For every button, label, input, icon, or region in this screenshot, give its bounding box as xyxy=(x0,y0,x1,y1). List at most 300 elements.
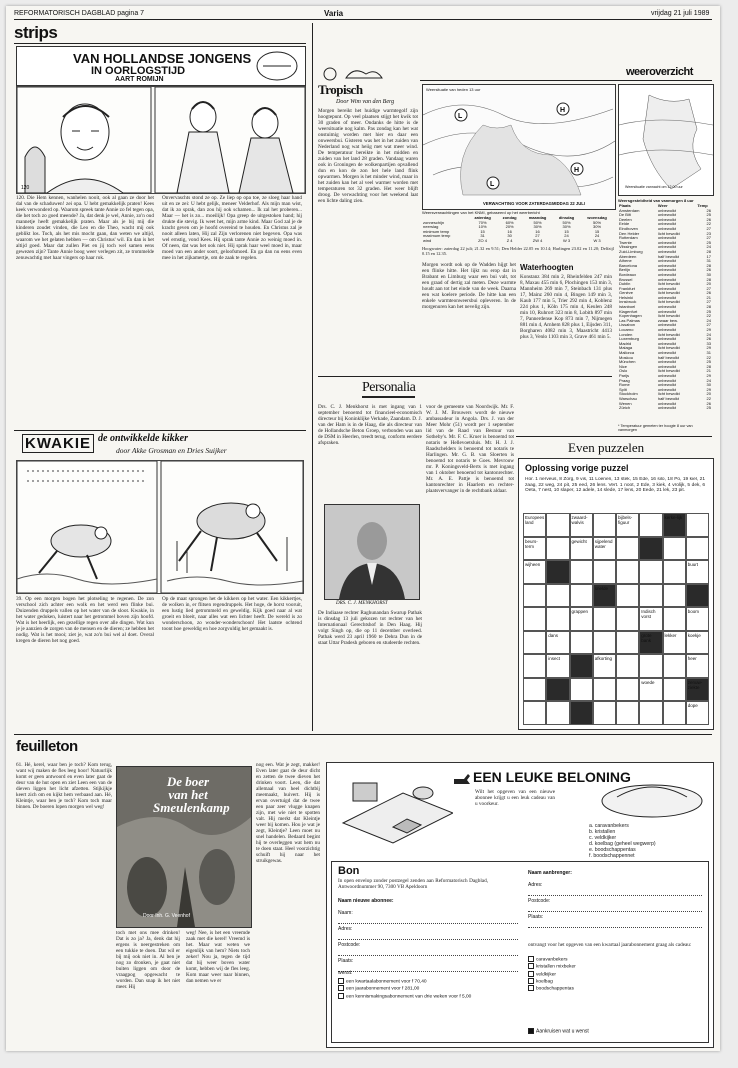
city-cell: 24 xyxy=(706,244,711,250)
city-cell: Eindhoven xyxy=(619,225,638,231)
sun-cloud-icon xyxy=(316,64,412,84)
weather-map xyxy=(422,84,616,210)
tropisch-body: Morgen bereikt het huidige warmtegolf zijn hoogtepunt. Op veel plaatsen stijgt het kwik tot 30 graden of meer. Ondanks de hitte is de weersituatie nog kalm. Pas zondag kan het wat onstuimig worden met hier en daar een onweersbui. Gisteren was het in het zuiden van Nederland nog wat heiig met wat meer wind. De temperatuur bereikte in het midden en zuiden van het land 28 graden. Vandaag waren ook in Groningen de wolkenpartijen opvallend dun en kon de zon het hele land flink opwarmen. Morgen is het minder wind, maar in het zuiden kan het al veel warmer worden met temperaturen tot 32 graden. Het weer blijft droog. De verwachting voor het weekend laat een lichte daling zien. xyxy=(318,108,418,204)
puzzle-cell xyxy=(663,701,686,725)
city-cell: Split xyxy=(619,386,627,392)
city-cell: onbewolkt xyxy=(657,258,676,264)
puzzle-cell: Indisch vorst xyxy=(639,607,662,631)
feuilleton-col2: toch met ons mee drinken! Dat is zo ja? Ja, denk dat hij ergens is neergestreken om een tukkie te doen. Dat wil er bij mij ook niet in. Al ben je nog zo dronken, je gaat niet buiten liggen om door de vraagpog opgewacht te worden. Dan snap ik het niet meer. Hij xyxy=(116,930,180,990)
bon-fields-left xyxy=(338,910,518,974)
bon-gifts xyxy=(528,956,702,992)
puzzle-cell xyxy=(570,678,593,702)
cartoon-title-box xyxy=(16,46,306,86)
checkbox-option[interactable] xyxy=(528,985,702,992)
city-cell: Innsbruck xyxy=(619,299,637,305)
kwakie-drawing xyxy=(17,461,303,593)
book-title-line2: van het xyxy=(168,787,208,802)
city-cell: licht bewolkt xyxy=(657,391,680,397)
checkbox-option[interactable] xyxy=(528,971,702,978)
city-cell: 26 xyxy=(706,216,711,222)
city-table-header: Weer xyxy=(657,203,668,208)
referrer-label: Naam aanbrenger: xyxy=(528,870,572,876)
city-table-header: Temp xyxy=(697,203,708,208)
book-title-line1: De boer xyxy=(166,774,210,789)
weather-map-drawing xyxy=(423,85,615,209)
city-cell: 25 xyxy=(706,359,711,365)
city-cell: 26 xyxy=(706,267,711,273)
city-row xyxy=(618,406,712,411)
puzzle-cell xyxy=(663,678,686,702)
city-cell: Oslo xyxy=(619,368,628,374)
city-cell: Madrid xyxy=(619,340,632,346)
city-cell: 29 xyxy=(706,386,711,392)
checkbox-label: caravanbekers xyxy=(536,957,568,963)
city-cell: Istanboel xyxy=(619,304,636,310)
personalia-rule xyxy=(318,376,612,377)
puzzle-cell xyxy=(663,560,686,584)
city-cell: onbewolkt xyxy=(657,304,676,310)
forecast-cell: 15 xyxy=(564,228,569,234)
forecast-cell: ZO 4 xyxy=(478,237,487,243)
city-cell: 27 xyxy=(706,225,711,231)
city-cell: licht bewolkt xyxy=(657,299,680,305)
city-cell: onbewolkt xyxy=(657,212,676,218)
weather-map-title: Weersituatie van heden 13 uur xyxy=(426,87,481,92)
feuilleton-col3: weg! Nee, is het een vreemde zaak met die kerel! Vreemd is het. Maar wat weten we eigenlijk van hem? Niets toch zeker! Nou ja, tegen de tijd dat hij weer boven water komt, hebben wij de fles leeg. Kom maar weer naar binnen, dan nemen we er xyxy=(186,930,250,984)
puzzle-cell xyxy=(570,631,593,655)
strips-section-title: strips xyxy=(14,23,58,42)
tropisch-byline: Door Wim van den Berg xyxy=(336,99,395,105)
city-cell: onbewolkt xyxy=(657,405,676,411)
cartoon-title-line1: VAN HOLLANDSE JONGENS xyxy=(73,51,252,66)
checkbox-label: kristallen mixbeker xyxy=(536,964,576,970)
city-cell: Frankfurt xyxy=(619,285,636,291)
city-cell: Berlijn xyxy=(619,267,631,273)
city-cell: onbewolkt xyxy=(657,276,676,282)
puzzle-cell xyxy=(523,631,546,655)
puzzel-title: Even puzzelen xyxy=(568,440,645,455)
personalia-title: Personalia xyxy=(362,380,415,398)
puzzle-cell: heer xyxy=(686,654,709,678)
gift-items-illustration xyxy=(333,773,453,849)
puzzle-cell xyxy=(593,560,616,584)
cartoon-text-left: 120. Die Hem kennen, wanhelen nooit, ook al gaan ze door het dal van de schaduwen! zei opa. U hebt gemakkelijk praten! Kees keek verwonderd op. Waarom spreek tante Annie zo fel tegen opa, die het toch zo goed meende? Ja, dat denk je wel, Annie, zo'n oud mannetje heeft gemakkelijk praten. Maar als je bij mij die kinderen zoudet vinden, die Leo en die Theo, wacht mij ook geblikt los. Toch, als het mis mocht gaan, dan weten we altijd, waarom we het gelaten hebben — om Christus' wil. En dan is het altijd goed. Maar dat zullen Piet en jij toch wel samen eens gewezen zijn? Tante Annie boog weer verlegen zit, ze trommelde zenuwachtig met haar vingers op haar rok. xyxy=(16,195,154,261)
puzzle-cell xyxy=(546,678,569,702)
cartoon-drawing xyxy=(17,87,305,193)
menkhorst-photo xyxy=(324,504,420,600)
city-cell: Warschau xyxy=(619,395,637,401)
puzzle-cell xyxy=(639,654,662,678)
city-cell: onbewolkt xyxy=(657,248,676,254)
puzzle-cell xyxy=(593,678,616,702)
forecast-cell: 15 xyxy=(594,228,600,234)
personalia-col1b: De Indiaase rechter Raghunandan Swarup Pathak is dinsdag 13 juli gekozen tot rechter van het Internationaal Gerechtshof in Den Haag. Hij volgt Singh op, die op 11 december overleed. Pathak werd 23 april 1960 te Dehra Dun in de staat Uttar Pradesh geboren en studeerde rechten. xyxy=(318,610,422,646)
city-cell: 27 xyxy=(706,235,711,241)
beloning-box xyxy=(326,762,714,1048)
city-cell: 25 xyxy=(706,308,711,314)
city-cell: 20 xyxy=(706,391,711,397)
city-cell: 20 xyxy=(706,281,711,287)
city-cell: Dublin xyxy=(619,281,631,287)
city-cell: Malaga xyxy=(619,345,633,351)
city-cell: 28 xyxy=(706,363,711,369)
puzzle-cell xyxy=(616,560,639,584)
city-cell: onbewolkt xyxy=(657,216,676,222)
city-cell: Luxemburg xyxy=(619,336,640,342)
cartoon-stamp-icon xyxy=(255,50,299,82)
forecast-cell: 24 xyxy=(594,233,600,239)
puzzle-cell xyxy=(570,701,593,725)
checkbox-legend-icon xyxy=(528,1028,534,1034)
forecast-cell: zonneschijn xyxy=(423,219,445,225)
puzzle-cell xyxy=(686,584,709,608)
forecast-cell: ZW 4 xyxy=(532,237,543,243)
city-cell: Twente xyxy=(619,239,632,245)
city-cell: Athene xyxy=(619,258,632,264)
forecast-cell: 60% xyxy=(505,219,514,225)
bon-coupon xyxy=(331,861,709,1043)
form-field[interactable]: Adres: xyxy=(338,926,518,940)
city-cell: 29 xyxy=(706,327,711,333)
gift-list xyxy=(589,823,709,863)
checkbox-icon[interactable] xyxy=(338,978,344,984)
weer-rule xyxy=(420,80,712,81)
puzzle-cell xyxy=(686,513,709,537)
forecast-cell: 16 xyxy=(535,228,540,234)
forecast-cell: 70% xyxy=(478,219,487,225)
small-map-drawing xyxy=(619,85,713,195)
form-field[interactable]: Postcode: xyxy=(338,942,518,956)
city-cell: onbewolkt xyxy=(657,267,676,273)
city-cell: licht bewolkt xyxy=(657,345,680,351)
puzzle-cell xyxy=(639,560,662,584)
cartoon-panel-row xyxy=(16,86,306,194)
puzzle-cell: dans xyxy=(546,631,569,655)
checkbox-icon[interactable] xyxy=(528,971,534,977)
book-title xyxy=(153,774,230,815)
city-cell: onbewolkt xyxy=(657,308,676,314)
puzzle-cell xyxy=(593,701,616,725)
checkbox-icon[interactable] xyxy=(528,956,534,962)
waterhoogten-title: Waterhoogten xyxy=(520,263,574,272)
city-cell: onbewolkt xyxy=(657,262,676,268)
city-cell: licht bewolkt xyxy=(657,281,680,287)
newspaper-page xyxy=(6,6,720,1051)
checkbox-icon[interactable] xyxy=(528,985,534,991)
checkbox-option[interactable] xyxy=(338,978,518,985)
forecast-cell: 24 xyxy=(564,233,569,239)
puzzle-cell xyxy=(663,584,686,608)
puzzle-cell xyxy=(593,513,616,537)
city-cell: 24 xyxy=(706,317,711,323)
forecast-table xyxy=(422,216,614,244)
city-cell: Parijs xyxy=(619,372,630,378)
puzzle-cell: gewicht xyxy=(570,537,593,561)
puzzle-cell: woede xyxy=(639,678,662,702)
forecast-cell: 30 xyxy=(507,233,512,239)
city-cell: onbewolkt xyxy=(657,400,676,406)
svg-text:H: H xyxy=(574,167,580,174)
gift-item: d. koelbag (geheel wegwerp) xyxy=(589,841,656,847)
puzzle-cell: bijbels-figuur xyxy=(616,513,639,537)
puzzle-cell xyxy=(593,607,616,631)
city-cell: Deelen xyxy=(619,216,632,222)
city-cell: onbewolkt xyxy=(657,327,676,333)
city-cell: onbewolkt xyxy=(657,363,676,369)
puzzle-cell xyxy=(546,537,569,561)
city-cell: onbewolkt xyxy=(657,235,676,241)
form-field[interactable]: Postcode: xyxy=(528,898,702,912)
city-cell: 27 xyxy=(706,285,711,291)
waterhoogten-text: Konstanz 384 min 2, Rheinfelden 247 min 8, Maxau 455 min 6, Plochingen 153 min 3, Mannheim 269 min 7, Steinbach 131 plus 17, Mainz 260 min 4, Bingen 149 min 3, Kaub 177 min 5, Trier 292 min 4, Koblenz 224 plus 1, Köln 175 min 4, Keulen 248 min 10, Ruhrort 323 min 8, Lobith 897 min 7, Pannerdense Kop 873 min 7, Nijmegen 881 min 4, Arnhem 828 plus 1, Eijsden 311, Borgharen 4082 min 3, Maastricht 4413 plus 3, Venlo 1103 min 3, Grave 461 min 5. xyxy=(520,274,612,340)
city-cell: onbewolkt xyxy=(657,382,676,388)
forecast-cell: 16 xyxy=(507,228,512,234)
checkbox-option[interactable] xyxy=(528,963,702,970)
puzzle-cell: zwaard-walvis xyxy=(570,513,593,537)
strips-rule xyxy=(14,43,306,44)
puzzel-rule xyxy=(516,436,712,437)
puzzle-cell: Europees land xyxy=(523,513,546,537)
city-cell: licht bewolkt xyxy=(657,368,680,374)
puzzle-cell xyxy=(570,654,593,678)
bon-fields-right xyxy=(528,882,702,930)
gift-item: c. veldkijker xyxy=(589,835,617,841)
puzzle-cell xyxy=(616,607,639,631)
city-cell: 25 xyxy=(706,239,711,245)
beloning-title: EEN LEUKE BELONING xyxy=(473,769,631,785)
city-cell: 30 xyxy=(706,382,711,388)
forecast-cell: 50% xyxy=(593,219,602,225)
puzzle-cell: sijpelend water xyxy=(593,537,616,561)
city-cell: Mallorca xyxy=(619,350,635,355)
city-cell: 31 xyxy=(706,350,711,355)
forecast-cell: 10% xyxy=(478,224,487,230)
puzzle-cell: buurt xyxy=(686,560,709,584)
city-cell: Kopenhagen xyxy=(619,313,642,319)
kwakie-subtitle: de ontwikkelde kikker xyxy=(98,433,188,444)
checkbox-option[interactable] xyxy=(528,956,702,963)
city-cell: licht bewolkt xyxy=(657,290,680,296)
city-cell: Amsterdam xyxy=(619,207,640,213)
puzzle-cell: insect xyxy=(546,654,569,678)
puzzle-cell xyxy=(570,560,593,584)
forecast-cell: Z 4 xyxy=(506,237,513,243)
city-cell: licht bewolkt xyxy=(657,331,680,337)
checkbox-icon[interactable] xyxy=(528,963,534,969)
forecast-cell: 20% xyxy=(505,224,514,230)
puzzle-cell xyxy=(639,584,662,608)
city-cell: 28 xyxy=(706,304,711,310)
city-cell: half bewolkt xyxy=(657,253,680,259)
puzzle-grid xyxy=(523,513,709,725)
city-table-title: Weersgesteldheid van vanmorgen 8 uur xyxy=(618,198,694,203)
city-cell: onbewolkt xyxy=(657,340,676,346)
city-cell: 17 xyxy=(706,253,711,259)
puzzle-cell: dope xyxy=(686,701,709,725)
tropisch-title: Tropisch xyxy=(318,82,363,97)
weer-title: weeroverzicht xyxy=(626,66,693,78)
city-cell: onbewolkt xyxy=(657,359,676,365)
city-cell: Stockholm xyxy=(619,391,638,397)
form-field[interactable]: Plaats: xyxy=(338,958,518,972)
forecast-cell: wind xyxy=(423,237,432,243)
bon-title: Bon xyxy=(338,865,360,877)
checkbox-label: een kennismakingsabonnement van drie weken voor f 5,00 xyxy=(346,993,472,999)
puzzle-cell: grappen xyxy=(570,607,593,631)
header-rule xyxy=(14,19,712,20)
kwakie-rule xyxy=(14,430,306,431)
forecast-cell: 31 xyxy=(480,233,485,239)
city-cell: 22 xyxy=(706,354,711,360)
forecast-cell: neerslag xyxy=(423,224,439,230)
city-cell: Zuid-Limburg xyxy=(619,248,643,254)
city-cell: onbewolkt xyxy=(657,372,676,378)
puzzle-cell xyxy=(663,654,686,678)
checkbox-icon[interactable] xyxy=(338,985,344,991)
puzzle-cell xyxy=(616,631,639,655)
forecast-row xyxy=(422,239,614,244)
city-cell: 28 xyxy=(706,262,711,268)
city-cell: Nice xyxy=(619,363,628,369)
forecast-cell: maximum temp xyxy=(423,233,451,239)
form-field[interactable]: Naam: xyxy=(338,910,518,924)
kwakie-text-left: 39. Op een morgen bogen het plotseling te regenen. De zon verschool zich achter een wolk en het werd een flinke bui. Duizenden druppels vallen op het water van de sloot. Kwakie, in het water gedoken, luistert naar het getrommel boven zijn hoofd. Wat is het heerlijk, een gezellige regen over alle dingen. Wat kun je je aanzien de zorgen van de mensen en de dieren; ze hebben het nodig. Wat is het mooi; ziet je, wat zo'n bui wel al doet. Overal kregen de dieren het nog goed. xyxy=(16,596,154,644)
kwakie-credit: door Akke Grosman en Dries Suijker xyxy=(116,446,227,455)
city-cell: 23 xyxy=(706,230,711,236)
city-cell: 33 xyxy=(706,340,711,346)
forecast-cell: 30% xyxy=(562,224,571,230)
kwakie-text-right: Op de maat sprongen het de kikkers op het water. Een kikkertjes, de wolken in, er flitsen regendruppels. Het hoge, de horst vooruit, een lustig lied getrommeld en geweldig. Kijk goed naar al wat groeit en bloeit, naar alles wat een lichter heeft. De wereld is zo wonderschoon, zo wonder-wonderschoon! Het laatste ochtend toont hoe geweldig en hoe zorgvuldig het gemaakt is. xyxy=(162,596,302,632)
forecast-cell: 30% xyxy=(533,224,542,230)
puzzle-cell xyxy=(663,607,686,631)
city-cell: 21 xyxy=(706,368,711,374)
checkbox-option[interactable] xyxy=(338,993,518,1000)
city-cell: 26 xyxy=(706,400,711,406)
forecast-cell: 27 xyxy=(535,233,540,239)
puzzle-cell xyxy=(546,701,569,725)
city-cell: Aberdeen xyxy=(619,253,637,259)
city-cell: Moskou xyxy=(619,354,634,360)
city-table xyxy=(618,204,712,411)
book-title-line3: Smeulenkamp xyxy=(153,800,230,815)
city-cell: Helsinki xyxy=(619,294,634,300)
city-cell: 26 xyxy=(706,290,711,296)
cartoon-title-line2: IN OORLOGSTIJD xyxy=(91,65,186,77)
svg-text:L: L xyxy=(458,113,463,120)
small-map-caption: Weersituatie vannacht om 12.00 uur xyxy=(625,185,683,189)
puzzle-cell xyxy=(686,537,709,561)
checkbox-option[interactable] xyxy=(528,978,702,985)
city-cell: 22 xyxy=(706,221,711,227)
checkbox-icon[interactable] xyxy=(338,993,344,999)
svg-text:H: H xyxy=(560,107,566,114)
puzzle-cell: afkorting xyxy=(593,654,616,678)
checkbox-option[interactable] xyxy=(338,985,518,992)
city-cell: Genève xyxy=(619,290,634,296)
options-label: wenst: xyxy=(338,970,353,976)
city-cell: onbewolkt xyxy=(657,207,676,213)
city-cell: Barcelona xyxy=(619,262,638,268)
city-cell: onbewolkt xyxy=(657,336,676,342)
small-weather-map xyxy=(618,84,714,196)
beloning-intro: Wilt het opgeven van een nieuwe abonnee krijgt u een leuk cadeau van u voorkeur. xyxy=(475,789,555,807)
city-cell: Brussel xyxy=(619,276,633,282)
form-field[interactable]: Adres: xyxy=(528,882,702,896)
puzzle-cell: boom xyxy=(686,607,709,631)
city-cell: 25 xyxy=(706,212,711,218)
forecast-cell: 15 xyxy=(480,228,485,234)
puzzle-cell xyxy=(546,560,569,584)
cartoon-author: AART ROMIJN xyxy=(115,76,164,83)
cartoon-panel-number: 120 xyxy=(21,185,30,191)
checked-legend-text: Aankruisen wat u wenst xyxy=(536,1028,589,1035)
puzzle-cell xyxy=(663,537,686,561)
city-cell: Praag xyxy=(619,377,630,383)
city-cell: Londen xyxy=(619,331,633,337)
puzzle-cell: wijheen xyxy=(523,560,546,584)
checked-legend xyxy=(528,1028,589,1034)
puzzle-cell xyxy=(523,654,546,678)
city-cell: onbewolkt xyxy=(657,271,676,277)
gift-item: e. boodschappentas xyxy=(589,847,636,853)
city-cell: 24 xyxy=(706,331,711,337)
city-cell: half bewolkt xyxy=(657,354,680,360)
city-cell: De Bilt xyxy=(619,212,631,218)
gift-item: f. boodschappennet xyxy=(589,853,635,859)
checkbox-icon[interactable] xyxy=(528,978,534,984)
forecast-caption: Weersverwachtingen van het KNMI, gebaseerd op het weerbericht xyxy=(422,210,540,215)
header-left: REFORMATORISCH DAGBLAD pagina 7 xyxy=(14,10,145,17)
city-cell: 24 xyxy=(706,377,711,383)
puzzle-cell xyxy=(570,584,593,608)
city-cell: 21 xyxy=(706,294,711,300)
puzzle-cell xyxy=(616,701,639,725)
city-cell: 27 xyxy=(706,299,711,305)
forecast-cell: 50% xyxy=(562,219,571,225)
cartoon-text-right: Onvervaschts stond ze op. Ze liep op opa toe, ze sloeg haar hand uit en ze zei: U hebt gelijk, meneer Velderhof. Als mijn man wist, dat ik zo sprak, dan zou hij ook schamen... Ik zal het proberen... Maar — het is zo... moeilijk! Opa greep de uitgestoken hand; hij drukte die stevig. Ik weet het, mijn arme kind. Maar God zal je de kracht geven om je hoofd overeind te houden. En Christus zal je nooit alleen laten, Hij zal Zijn verlorenen niet begeven. Opa was wel ernstig, vond Kees. Hij sprak tante Annie zo weinig moed in. Of neen, dat was het ook niet. Hij sprak haar weel moed in, maar moed van een ander soort, geloofsmoed. En ga dan nu eens even mee in het zijkamertje, om de zaak te regelen. xyxy=(162,195,302,261)
forecast-cell: 30% xyxy=(593,224,602,230)
city-cell: 31 xyxy=(706,258,711,264)
form-field[interactable]: Plaats: xyxy=(528,914,702,928)
city-cell: onbewolkt xyxy=(657,350,676,355)
gift-label: ontvangt voor het opgeven van een kwartaal jaarabonnement graag als cadeau: xyxy=(528,942,692,948)
city-cell: zwaar bew. xyxy=(657,317,678,323)
puzzle-cell xyxy=(523,678,546,702)
city-cell: 22 xyxy=(706,313,711,319)
city-cell: 30 xyxy=(706,271,711,277)
forecast-header: zondag xyxy=(502,215,517,220)
hoogwater-text: Hoogwater: zaterdag 22 juli; 21.32 en 9.51; Den Helder 22.05 en 10.14; Harlingen 23.02 en 11.20; Delfzijl 0.15 en 12.35. xyxy=(422,246,614,256)
checkbox-label: boodschappentas xyxy=(536,986,574,992)
hand-pointer-icon xyxy=(453,771,471,785)
header-right: vrijdag 21 juli 1989 xyxy=(651,10,710,17)
puzzle-cell: kerke-lijk xyxy=(663,513,686,537)
city-cell: Klagenfurt xyxy=(619,308,638,314)
forecast-header: dinsdag xyxy=(558,215,575,220)
bon-intro: In open envelop zonder postzegel zenden aan Reformatorisch Dagblad, Antwoordnummer 90, 7300 VB Apeldoorn xyxy=(338,878,488,890)
city-cell: 27 xyxy=(706,322,711,328)
forecast-cell: W 3 xyxy=(593,237,601,243)
city-cell: onbewolkt xyxy=(657,239,676,245)
puzzle-cell xyxy=(546,513,569,537)
city-cell: Rotterdam xyxy=(619,235,638,241)
personalia-col2: voor de gemeente van Noordwijk. Mr. F. W. J. M. Brouwers wordt de nieuwe ambassadeur in Angola. Drs. J. van der Meer Mohr (51) wordt per 1 september lid van de Raad van Bestuur van Sotheby's. Mr. F. C. Kruer is benoemd tot notaris te Hellevoetsluis. Mr. H. J. J. Raadschelders is benoemd tot notaris te Harlingen. Mr. G. B. van Sloerten is benoemd tot notaris te Goes. Mevrouw mr. P. Koningsveld-Berts is met ingang van 1 oktober benoemd tot kantonrechter. Mr. A. E. Pattje is benoemd tot kantonrechter in Haarlem en rechter-plaatsvervanger in de rechtbank aldaar. xyxy=(426,404,514,494)
puzzle-cell xyxy=(523,607,546,631)
city-table-header: Plaats xyxy=(619,203,631,208)
city-cell: Bordeaux xyxy=(619,271,637,277)
checkbox-label: koelbag xyxy=(536,979,553,985)
city-cell: 28 xyxy=(706,276,711,282)
